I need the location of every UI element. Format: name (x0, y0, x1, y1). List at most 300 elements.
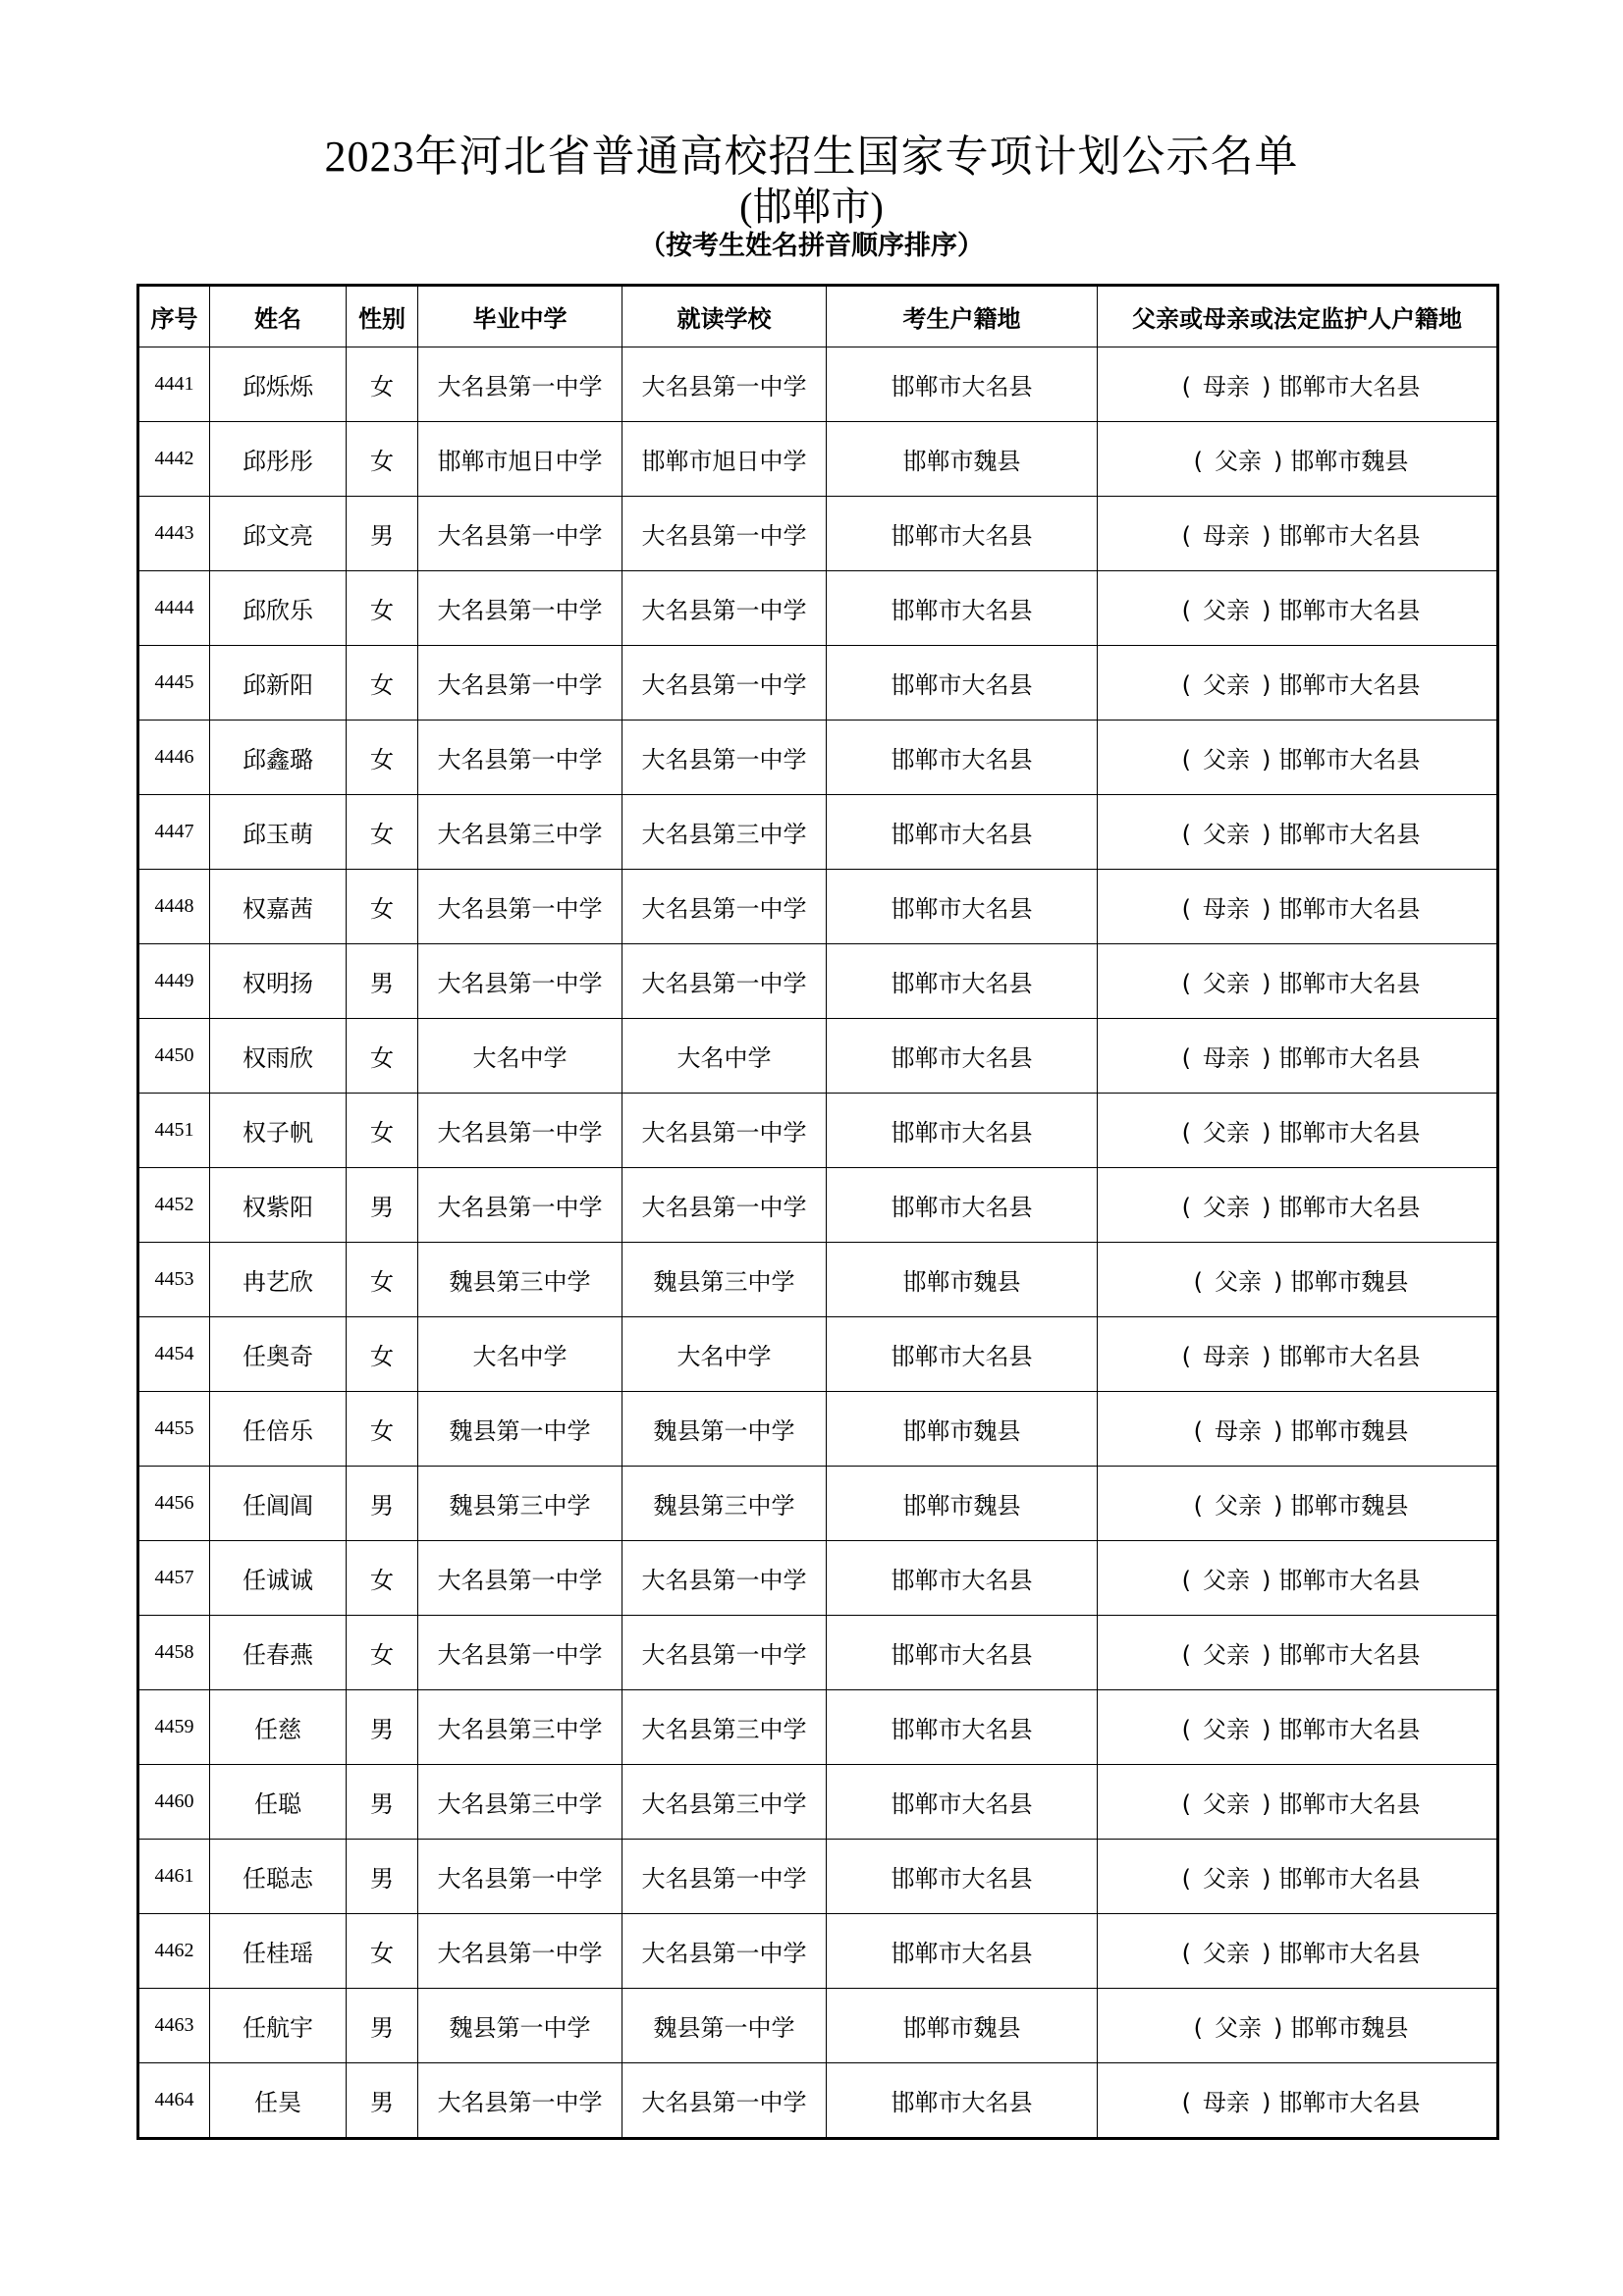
table-row (138, 1317, 1498, 1392)
guardian-relation: 父亲 (1203, 671, 1250, 699)
guardian-residence-cell (1098, 1243, 1498, 1317)
graduation-school: 大名县第一中学 (418, 347, 622, 422)
student-name: 任倍乐 (210, 1392, 347, 1467)
guardian-residence-cell (1098, 1765, 1498, 1840)
close-paren: ) (1262, 1790, 1271, 1818)
student-gender: 女 (347, 571, 418, 646)
guardian-relation: 母亲 (1203, 2089, 1250, 2116)
guardian-residence: 邯郸市大名县 (1278, 1044, 1421, 1072)
table-row (138, 1541, 1498, 1616)
row-number: 4459 (138, 1690, 210, 1765)
student-residence: 邯郸市大名县 (827, 721, 1098, 795)
open-paren: ( (1181, 1790, 1191, 1818)
current-school: 大名县第一中学 (622, 721, 827, 795)
table-row (138, 1840, 1498, 1914)
student-residence: 邯郸市大名县 (827, 1840, 1098, 1914)
row-number: 4464 (138, 2063, 210, 2139)
student-gender: 男 (347, 1467, 418, 1541)
current-school: 大名县第一中学 (622, 571, 827, 646)
open-paren: ( (1181, 895, 1191, 923)
graduation-school: 大名县第一中学 (418, 1168, 622, 1243)
row-number: 4452 (138, 1168, 210, 1243)
column-header-no: 序号 (138, 286, 210, 347)
close-paren: ) (1262, 1119, 1271, 1147)
table-row (138, 1616, 1498, 1690)
table-row (138, 1467, 1498, 1541)
open-paren: ( (1181, 1119, 1191, 1147)
student-gender: 女 (347, 1541, 418, 1616)
table-row (138, 646, 1498, 721)
guardian-relation: 母亲 (1203, 1044, 1250, 1072)
guardian-residence: 邯郸市大名县 (1278, 1940, 1421, 1967)
guardian-relation: 父亲 (1203, 1119, 1250, 1147)
current-school: 魏县第一中学 (622, 1989, 827, 2063)
row-number: 4453 (138, 1243, 210, 1317)
close-paren: ) (1262, 1641, 1271, 1669)
graduation-school: 大名县第三中学 (418, 1690, 622, 1765)
student-gender: 女 (347, 721, 418, 795)
guardian-relation: 父亲 (1215, 2014, 1262, 2042)
row-number: 4460 (138, 1765, 210, 1840)
guardian-relation: 母亲 (1215, 1417, 1262, 1445)
open-paren: ( (1181, 821, 1191, 848)
current-school: 大名中学 (622, 1019, 827, 1094)
student-gender: 女 (347, 870, 418, 944)
student-residence: 邯郸市大名县 (827, 347, 1098, 422)
row-number: 4444 (138, 571, 210, 646)
current-school: 大名县第一中学 (622, 347, 827, 422)
student-residence: 邯郸市大名县 (827, 1317, 1098, 1392)
open-paren: ( (1181, 746, 1191, 774)
guardian-residence: 邯郸市魏县 (1290, 1492, 1409, 1520)
open-paren: ( (1181, 1641, 1191, 1669)
column-header-current-school: 就读学校 (622, 286, 827, 347)
open-paren: ( (1181, 1194, 1191, 1221)
current-school: 魏县第一中学 (622, 1392, 827, 1467)
row-number: 4442 (138, 422, 210, 497)
table-row (138, 2063, 1498, 2139)
student-name: 权子帆 (210, 1094, 347, 1168)
close-paren: ) (1273, 1492, 1283, 1520)
close-paren: ) (1262, 1716, 1271, 1743)
guardian-residence: 邯郸市大名县 (1278, 522, 1421, 550)
row-number: 4458 (138, 1616, 210, 1690)
close-paren: ) (1262, 597, 1271, 624)
student-name: 权雨欣 (210, 1019, 347, 1094)
guardian-residence: 邯郸市大名县 (1278, 1194, 1421, 1221)
table-row (138, 1019, 1498, 1094)
open-paren: ( (1181, 671, 1191, 699)
graduation-school: 大名中学 (418, 1019, 622, 1094)
student-gender: 男 (347, 1989, 418, 2063)
guardian-residence-cell (1098, 571, 1498, 646)
page-subtitle: (邯郸市) (739, 185, 884, 229)
column-header-guardian-residence: 父亲或母亲或法定监护人户籍地 (1098, 286, 1498, 347)
guardian-residence: 邯郸市大名县 (1278, 1567, 1421, 1594)
close-paren: ) (1262, 1044, 1271, 1072)
guardian-relation: 父亲 (1203, 746, 1250, 774)
close-paren: ) (1262, 671, 1271, 699)
student-gender: 女 (347, 1392, 418, 1467)
student-name: 邱欣乐 (210, 571, 347, 646)
student-residence: 邯郸市大名县 (827, 1168, 1098, 1243)
student-residence: 邯郸市大名县 (827, 870, 1098, 944)
student-gender: 男 (347, 2063, 418, 2139)
graduation-school: 大名县第一中学 (418, 2063, 622, 2139)
guardian-residence-cell (1098, 1914, 1498, 1989)
student-name: 邱玉萌 (210, 795, 347, 870)
student-residence: 邯郸市魏县 (827, 1243, 1098, 1317)
guardian-residence: 邯郸市魏县 (1290, 1268, 1409, 1296)
table-row (138, 1765, 1498, 1840)
guardian-residence-cell (1098, 795, 1498, 870)
graduation-school: 大名县第一中学 (418, 721, 622, 795)
row-number: 4443 (138, 497, 210, 571)
guardian-residence: 邯郸市魏县 (1290, 2014, 1409, 2042)
student-residence: 邯郸市大名县 (827, 2063, 1098, 2139)
close-paren: ) (1262, 2089, 1271, 2116)
graduation-school: 大名县第三中学 (418, 1765, 622, 1840)
table-row (138, 1690, 1498, 1765)
student-residence: 邯郸市大名县 (827, 1616, 1098, 1690)
table-row (138, 497, 1498, 571)
guardian-relation: 父亲 (1203, 1194, 1250, 1221)
student-name: 任聪志 (210, 1840, 347, 1914)
graduation-school: 大名县第一中学 (418, 944, 622, 1019)
table-row (138, 1168, 1498, 1243)
open-paren: ( (1181, 597, 1191, 624)
guardian-residence-cell (1098, 1989, 1498, 2063)
student-name: 权嘉茜 (210, 870, 347, 944)
graduation-school: 大名县第一中学 (418, 1616, 622, 1690)
roster-body (138, 347, 1498, 2139)
close-paren: ) (1262, 373, 1271, 400)
open-paren: ( (1193, 1417, 1203, 1445)
close-paren: ) (1262, 821, 1271, 848)
guardian-residence-cell (1098, 646, 1498, 721)
current-school: 大名县第三中学 (622, 1765, 827, 1840)
close-paren: ) (1262, 1343, 1271, 1370)
close-paren: ) (1273, 1268, 1283, 1296)
header-row (138, 286, 1498, 347)
student-gender: 男 (347, 944, 418, 1019)
student-residence: 邯郸市大名县 (827, 1094, 1098, 1168)
row-number: 4454 (138, 1317, 210, 1392)
guardian-residence: 邯郸市大名县 (1278, 1790, 1421, 1818)
open-paren: ( (1181, 1940, 1191, 1967)
student-residence: 邯郸市大名县 (827, 1765, 1098, 1840)
close-paren: ) (1273, 2014, 1283, 2042)
row-number: 4463 (138, 1989, 210, 2063)
close-paren: ) (1262, 970, 1271, 997)
row-number: 4451 (138, 1094, 210, 1168)
current-school: 大名县第一中学 (622, 497, 827, 571)
student-residence: 邯郸市魏县 (827, 1989, 1098, 2063)
guardian-relation: 父亲 (1203, 1790, 1250, 1818)
graduation-school: 大名县第一中学 (418, 1094, 622, 1168)
student-name: 邱鑫璐 (210, 721, 347, 795)
row-number: 4450 (138, 1019, 210, 1094)
guardian-residence: 邯郸市大名县 (1278, 970, 1421, 997)
guardian-residence: 邯郸市大名县 (1278, 1865, 1421, 1893)
guardian-residence: 邯郸市大名县 (1278, 746, 1421, 774)
student-residence: 邯郸市大名县 (827, 795, 1098, 870)
guardian-residence-cell (1098, 1690, 1498, 1765)
student-gender: 男 (347, 1168, 418, 1243)
guardian-residence: 邯郸市大名县 (1278, 895, 1421, 923)
open-paren: ( (1181, 1044, 1191, 1072)
student-gender: 女 (347, 646, 418, 721)
close-paren: ) (1262, 1567, 1271, 1594)
row-number: 4461 (138, 1840, 210, 1914)
student-name: 任春燕 (210, 1616, 347, 1690)
close-paren: ) (1273, 1417, 1283, 1445)
sort-note: （按考生姓名拼音顺序排序） (639, 231, 984, 261)
student-gender: 女 (347, 795, 418, 870)
open-paren: ( (1181, 1716, 1191, 1743)
open-paren: ( (1193, 448, 1203, 475)
student-gender: 女 (347, 1243, 418, 1317)
graduation-school: 大名县第一中学 (418, 1914, 622, 1989)
row-number: 4462 (138, 1914, 210, 1989)
guardian-residence-cell (1098, 422, 1498, 497)
student-name: 任航宇 (210, 1989, 347, 2063)
student-gender: 女 (347, 1914, 418, 1989)
student-name: 邱烁烁 (210, 347, 347, 422)
guardian-residence-cell (1098, 1317, 1498, 1392)
student-residence: 邯郸市魏县 (827, 422, 1098, 497)
guardian-residence-cell (1098, 497, 1498, 571)
table-row (138, 1392, 1498, 1467)
student-residence: 邯郸市大名县 (827, 646, 1098, 721)
guardian-residence: 邯郸市魏县 (1290, 1417, 1409, 1445)
student-residence: 邯郸市大名县 (827, 1541, 1098, 1616)
student-name: 任聪 (210, 1765, 347, 1840)
student-gender: 男 (347, 1840, 418, 1914)
current-school: 大名县第一中学 (622, 646, 827, 721)
student-gender: 女 (347, 1094, 418, 1168)
guardian-residence: 邯郸市大名县 (1278, 1343, 1421, 1370)
student-gender: 男 (347, 497, 418, 571)
table-row (138, 721, 1498, 795)
open-paren: ( (1181, 522, 1191, 550)
student-residence: 邯郸市魏县 (827, 1467, 1098, 1541)
current-school: 魏县第三中学 (622, 1467, 827, 1541)
close-paren: ) (1262, 895, 1271, 923)
student-residence: 邯郸市魏县 (827, 1392, 1098, 1467)
guardian-relation: 父亲 (1215, 448, 1262, 475)
guardian-relation: 母亲 (1203, 522, 1250, 550)
table-row (138, 1914, 1498, 1989)
row-number: 4447 (138, 795, 210, 870)
row-number: 4441 (138, 347, 210, 422)
guardian-residence: 邯郸市大名县 (1278, 2089, 1421, 2116)
current-school: 大名县第一中学 (622, 1094, 827, 1168)
guardian-residence-cell (1098, 721, 1498, 795)
guardian-residence-cell (1098, 1467, 1498, 1541)
graduation-school: 魏县第三中学 (418, 1467, 622, 1541)
guardian-relation: 父亲 (1203, 1940, 1250, 1967)
guardian-residence: 邯郸市大名县 (1278, 1119, 1421, 1147)
guardian-residence-cell (1098, 1616, 1498, 1690)
student-name: 任奥奇 (210, 1317, 347, 1392)
open-paren: ( (1181, 1567, 1191, 1594)
student-residence: 邯郸市大名县 (827, 497, 1098, 571)
column-header-grad-school: 毕业中学 (418, 286, 622, 347)
guardian-relation: 父亲 (1203, 821, 1250, 848)
student-gender: 女 (347, 1019, 418, 1094)
close-paren: ) (1262, 1194, 1271, 1221)
table-row (138, 1989, 1498, 2063)
guardian-residence: 邯郸市大名县 (1278, 821, 1421, 848)
current-school: 大名县第三中学 (622, 1690, 827, 1765)
graduation-school: 大名县第一中学 (418, 1541, 622, 1616)
row-number: 4457 (138, 1541, 210, 1616)
row-number: 4449 (138, 944, 210, 1019)
current-school: 魏县第三中学 (622, 1243, 827, 1317)
row-number: 4448 (138, 870, 210, 944)
open-paren: ( (1181, 373, 1191, 400)
current-school: 大名县第一中学 (622, 1541, 827, 1616)
student-name: 权明扬 (210, 944, 347, 1019)
student-name: 冉艺欣 (210, 1243, 347, 1317)
current-school: 大名县第一中学 (622, 1914, 827, 1989)
row-number: 4445 (138, 646, 210, 721)
table-row (138, 944, 1498, 1019)
guardian-relation: 父亲 (1203, 1641, 1250, 1669)
table-row (138, 571, 1498, 646)
guardian-relation: 父亲 (1203, 970, 1250, 997)
student-gender: 女 (347, 1616, 418, 1690)
guardian-relation: 父亲 (1203, 1567, 1250, 1594)
student-name: 任阊阊 (210, 1467, 347, 1541)
guardian-residence: 邯郸市大名县 (1278, 373, 1421, 400)
student-name: 邱文亮 (210, 497, 347, 571)
table-row (138, 422, 1498, 497)
guardian-residence: 邯郸市大名县 (1278, 597, 1421, 624)
guardian-relation: 父亲 (1215, 1268, 1262, 1296)
guardian-residence-cell (1098, 2063, 1498, 2139)
guardian-relation: 父亲 (1203, 597, 1250, 624)
column-header-name: 姓名 (210, 286, 347, 347)
current-school: 大名县第一中学 (622, 870, 827, 944)
student-name: 任诚诚 (210, 1541, 347, 1616)
guardian-residence-cell (1098, 1392, 1498, 1467)
student-name: 权紫阳 (210, 1168, 347, 1243)
graduation-school: 大名县第一中学 (418, 497, 622, 571)
current-school: 大名中学 (622, 1317, 827, 1392)
current-school: 大名县第一中学 (622, 1840, 827, 1914)
student-gender: 女 (347, 422, 418, 497)
student-residence: 邯郸市大名县 (827, 1019, 1098, 1094)
student-name: 任桂瑶 (210, 1914, 347, 1989)
graduation-school: 邯郸市旭日中学 (418, 422, 622, 497)
open-paren: ( (1193, 1268, 1203, 1296)
graduation-school: 大名县第一中学 (418, 1840, 622, 1914)
student-gender: 男 (347, 1690, 418, 1765)
close-paren: ) (1262, 522, 1271, 550)
guardian-relation: 母亲 (1203, 895, 1250, 923)
graduation-school: 大名县第一中学 (418, 646, 622, 721)
guardian-residence-cell (1098, 1019, 1498, 1094)
open-paren: ( (1193, 2014, 1203, 2042)
graduation-school: 魏县第一中学 (418, 1989, 622, 2063)
open-paren: ( (1181, 1343, 1191, 1370)
table-row (138, 1094, 1498, 1168)
current-school: 邯郸市旭日中学 (622, 422, 827, 497)
table-row (138, 347, 1498, 422)
student-gender: 女 (347, 347, 418, 422)
guardian-residence: 邯郸市魏县 (1290, 448, 1409, 475)
guardian-residence-cell (1098, 1168, 1498, 1243)
guardian-residence: 邯郸市大名县 (1278, 671, 1421, 699)
page-title: 2023年河北省普通高校招生国家专项计划公示名单 (324, 133, 1299, 181)
guardian-residence-cell (1098, 944, 1498, 1019)
student-residence: 邯郸市大名县 (827, 1690, 1098, 1765)
student-residence: 邯郸市大名县 (827, 944, 1098, 1019)
student-residence: 邯郸市大名县 (827, 571, 1098, 646)
guardian-residence-cell (1098, 347, 1498, 422)
open-paren: ( (1193, 1492, 1203, 1520)
guardian-residence-cell (1098, 1094, 1498, 1168)
current-school: 大名县第一中学 (622, 944, 827, 1019)
current-school: 大名县第三中学 (622, 795, 827, 870)
current-school: 大名县第一中学 (622, 1168, 827, 1243)
open-paren: ( (1181, 1865, 1191, 1893)
close-paren: ) (1262, 1940, 1271, 1967)
guardian-relation: 父亲 (1203, 1716, 1250, 1743)
row-number: 4455 (138, 1392, 210, 1467)
student-residence: 邯郸市大名县 (827, 1914, 1098, 1989)
close-paren: ) (1262, 746, 1271, 774)
table-row (138, 1243, 1498, 1317)
current-school: 大名县第一中学 (622, 2063, 827, 2139)
open-paren: ( (1181, 970, 1191, 997)
row-number: 4446 (138, 721, 210, 795)
column-header-gender: 性别 (347, 286, 418, 347)
student-name: 邱新阳 (210, 646, 347, 721)
guardian-relation: 母亲 (1203, 1343, 1250, 1370)
student-gender: 男 (347, 1765, 418, 1840)
guardian-residence: 邯郸市大名县 (1278, 1641, 1421, 1669)
guardian-residence-cell (1098, 1541, 1498, 1616)
graduation-school: 大名中学 (418, 1317, 622, 1392)
column-header-residence: 考生户籍地 (827, 286, 1098, 347)
student-name: 任慈 (210, 1690, 347, 1765)
guardian-residence-cell (1098, 870, 1498, 944)
graduation-school: 大名县第三中学 (418, 795, 622, 870)
guardian-relation: 母亲 (1203, 373, 1250, 400)
student-name: 邱彤彤 (210, 422, 347, 497)
graduation-school: 大名县第一中学 (418, 870, 622, 944)
guardian-residence: 邯郸市大名县 (1278, 1716, 1421, 1743)
table-row (138, 795, 1498, 870)
student-name: 任昊 (210, 2063, 347, 2139)
close-paren: ) (1262, 1865, 1271, 1893)
student-gender: 女 (347, 1317, 418, 1392)
row-number: 4456 (138, 1467, 210, 1541)
close-paren: ) (1273, 448, 1283, 475)
graduation-school: 大名县第一中学 (418, 571, 622, 646)
graduation-school: 魏县第三中学 (418, 1243, 622, 1317)
guardian-relation: 父亲 (1203, 1865, 1250, 1893)
guardian-residence-cell (1098, 1840, 1498, 1914)
roster-table (136, 284, 1499, 2140)
graduation-school: 魏县第一中学 (418, 1392, 622, 1467)
table-row (138, 870, 1498, 944)
guardian-relation: 父亲 (1215, 1492, 1262, 1520)
current-school: 大名县第一中学 (622, 1616, 827, 1690)
